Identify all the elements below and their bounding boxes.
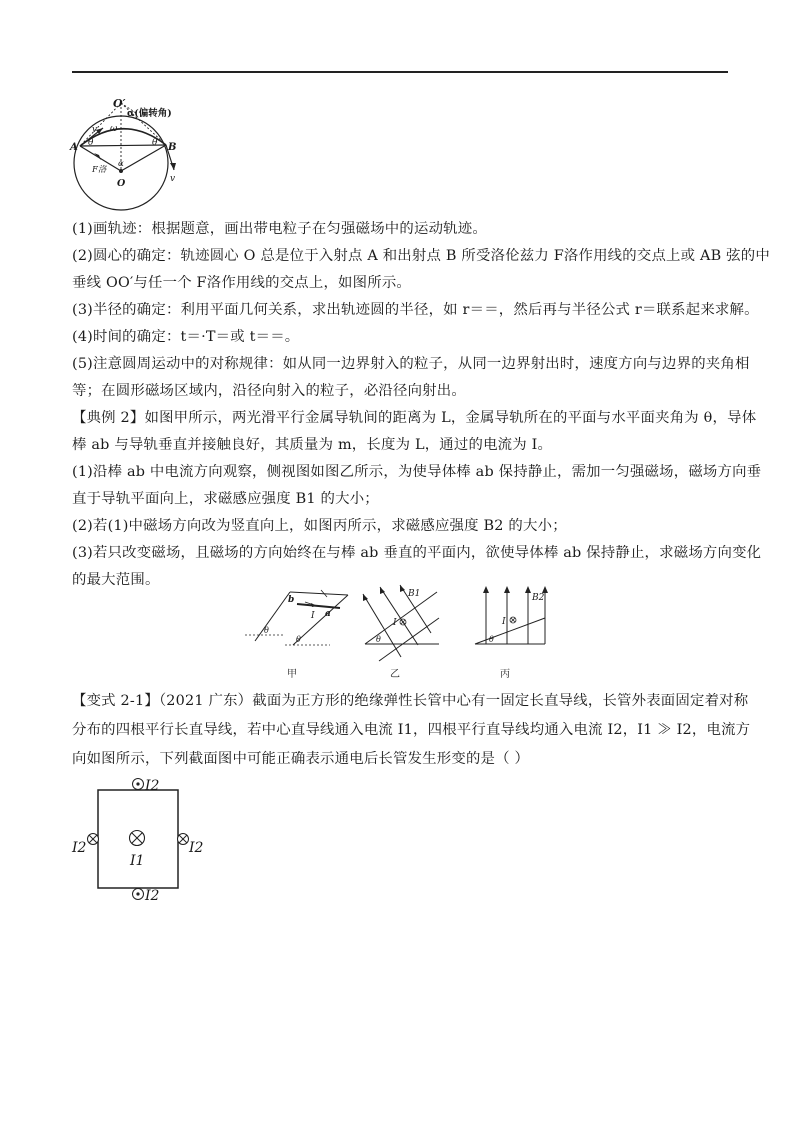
left-current-label: I2 — [72, 840, 87, 856]
label-bing: 丙 — [500, 669, 510, 680]
theta-bing: θ — [489, 635, 494, 644]
theta-right-label: θ — [152, 138, 158, 148]
question-2-text: (2)若(1)中磁场方向改为竖直向上，如图丙所示，求磁感应强度 B2 的大小； — [72, 518, 567, 534]
point-a-label: A — [70, 142, 78, 153]
b2-label: B2 — [532, 593, 545, 603]
i-label-jia: I — [311, 611, 315, 621]
figure-jia — [245, 590, 348, 680]
variant-line-2: 分布的四根平行长直导线，若中心直导线通入电流 I1，四根平行直导线均通入电流 I2，I1 ≫ I2，电流方 — [72, 722, 751, 738]
question-3-line-2: 的最大范围。 — [72, 572, 160, 588]
v-left-label: v — [92, 125, 98, 135]
right-current-label: I2 — [189, 840, 204, 856]
question-1-line-1: (1)沿棒 ab 中电流方向观察，侧视图如图乙所示，为使导体棒 ab 保持静止，需加一匀强磁场，磁场方向垂 — [72, 464, 762, 480]
step-4-text: (4)时间的确定：t＝·T＝或 t＝＝。 — [72, 329, 300, 345]
b-label: b — [288, 595, 295, 605]
theta-left-label: θ — [88, 138, 94, 148]
point-o-label: O — [117, 178, 126, 189]
three-incline-figures — [245, 582, 565, 682]
figure-bing — [475, 586, 548, 680]
question-1-line-2: 直于导轨平面向上，求磁感应强度 B1 的大小； — [72, 491, 379, 507]
label-jia: 甲 — [287, 669, 297, 680]
variant-line-1: 【变式 2-1】（2021 广东）截面为正方形的绝缘弹性长管中心有一固定长直导线，长管外表面固定着对称 — [72, 693, 749, 709]
alpha-center-label: α — [118, 159, 124, 169]
step-5-line-2: 等；在圆形磁场区域内，沿径向射入的粒子，必沿径向射出。 — [72, 383, 466, 399]
bottom-current-label: I2 — [145, 888, 160, 904]
variant-line-3: 向如图所示，下列截面图中可能正确表示通电后长管发生形变的是（ ） — [72, 751, 530, 767]
step-1-text: (1)画轨迹：根据题意，画出带电粒子在匀强磁场中的运动轨迹。 — [72, 221, 487, 237]
step-2-line-1: (2)圆心的确定：轨迹圆心 O 总是位于入射点 A 和出射点 B 所受洛伦兹力 F洛作用线的交点上或 AB 弦的中 — [72, 248, 770, 264]
example-line-2: 棒 ab 与导轨垂直并接触良好，其质量为 m，长度为 L，通过的电流为 I。 — [72, 437, 553, 453]
point-b-label: B — [168, 142, 177, 153]
v-right-label: v — [170, 174, 176, 184]
a-label: a — [325, 609, 331, 619]
square-cross-section-figure — [70, 772, 210, 912]
theta-jia-2: θ — [296, 635, 301, 644]
o-prime-label: O′ — [113, 97, 126, 110]
step-2-line-2: 垂线 OO′与任一个 F洛作用线的交点上，如图所示。 — [72, 275, 412, 291]
circle-trajectory-figure — [70, 98, 210, 213]
header-rule — [72, 71, 728, 73]
theta-yi: θ — [376, 635, 381, 644]
top-current-label: I2 — [145, 778, 160, 794]
figure-yi — [363, 585, 439, 680]
force-label: F洛 — [92, 165, 107, 175]
i-label-bing: I — [502, 617, 506, 627]
alpha-deflection-label: α(偏转角) — [127, 108, 172, 119]
b1-label: B1 — [408, 589, 421, 599]
theta-jia-1: θ — [264, 626, 269, 635]
i-label-yi: I — [393, 618, 397, 628]
step-5-line-1: (5)注意圆周运动中的对称规律：如从同一边界射入的粒子，从同一边界射出时，速度方向与边界的夹角相 — [72, 356, 750, 372]
label-yi: 乙 — [390, 669, 400, 680]
omega-label: ω — [110, 124, 118, 134]
example-line-1: 【典例 2】如图甲所示，两光滑平行金属导轨间的距离为 L，金属导轨所在的平面与水平面夹角为 θ，导体 — [72, 410, 757, 426]
step-3-text: (3)半径的确定：利用平面几何关系，求出轨迹圆的半径，如 r＝＝，然后再与半径公式 r＝联系起来求解。 — [72, 302, 759, 318]
center-current-label: I1 — [130, 853, 145, 869]
question-3-line-1: (3)若只改变磁场，且磁场的方向始终在与棒 ab 垂直的平面内，欲使导体棒 ab 保持静止，求磁场方向变化 — [72, 545, 762, 561]
